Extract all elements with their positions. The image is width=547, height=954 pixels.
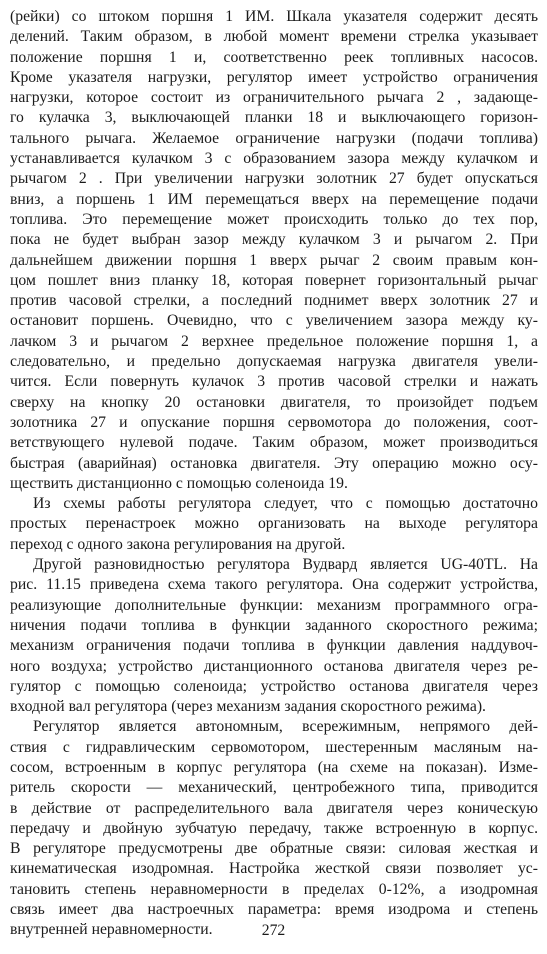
text-line: го кулачка 3, выключающей планки 18 и выключающего горизон-: [10, 109, 538, 127]
text-line: Регулятор является автономным, всережимным, непрямого дей-: [33, 718, 538, 736]
text-line: переход с одного закона регулирования на другой.: [10, 535, 346, 553]
text-line: рычагом 2 . При увеличении нагрузки золотник 27 будет опускаться: [10, 170, 538, 188]
text-line: тального рычага. Желаемое ограничение нагрузки (подачи топлива): [10, 129, 538, 147]
text-line: ного воздуха; устройство дистанционного останова двигателя через ре-: [10, 657, 538, 675]
text-line: устанавливается кулачком 3 с образованием зазора между кулачком и: [10, 150, 538, 168]
text-line: пока не будет выбран зазор между кулачком 3 и рычагом 2. При: [10, 231, 538, 249]
page-number: 272: [261, 922, 286, 939]
text-line: связь имеет два настроечных параметра: время изодрома и степень: [10, 901, 538, 919]
text-line: нагрузки, которое состоит из ограничительного рычага 2 , задающе-: [10, 89, 538, 107]
text-line: гулятор с помощью соленоида; устройство останова двигателя через: [10, 677, 538, 695]
text-line: положение поршня 1 и, соответственно реек топливных насосов.: [10, 48, 538, 66]
text-line: реализующие дополнительные функции: механизм программного огра-: [10, 596, 538, 614]
page-body: [10, 7, 538, 941]
text-line: против часовой стрелки, а последний поднимет вверх золотник 27 и: [10, 292, 538, 310]
text-line: Кроме указателя нагрузки, регулятор имеет устройство ограничения: [10, 68, 538, 86]
text-line: ветствующего нулевой подаче. Таким образом, может производиться: [10, 434, 538, 452]
text-line: топлива. Это перемещение может происходить только до тех пор,: [10, 210, 538, 228]
text-line: делений. Таким образом, в любой момент времени стрелка указывает: [10, 28, 538, 46]
text-line: тановить степень неравномерности в пределах 0-12%, а изодромная: [10, 880, 538, 898]
text-line: сосом, встроенным в корпус регулятора (на схеме на показан). Изме-: [10, 758, 538, 776]
text-line: ничения подачи топлива в функции заданного скоростного режима;: [10, 616, 538, 634]
text-line: механизм ограничения подачи топлива в функции давления наддувоч-: [10, 637, 538, 655]
text-line: цом пошлет вниз планку 18, которая повернет горизонтальный рычаг: [10, 271, 538, 289]
text-line: ществить дистанционно с помощью соленоида 19.: [10, 474, 348, 492]
text-line: лачком 3 и рычагом 2 верхнее предельное положение поршня 1, а: [10, 332, 538, 350]
text-line: следовательно, и предельно допускаемая нагрузка двигателя увели-: [10, 353, 538, 371]
text-line: быстрая (аварийная) остановка двигателя. Эту операцию можно осу-: [10, 454, 538, 472]
text-line: вниз, а поршень 1 ИМ перемещаться вверх на перемещение подачи: [10, 190, 538, 208]
text-line: В регуляторе предусмотрены две обратные связи: силовая жесткая и: [10, 840, 538, 858]
text-line: входной вал регулятора (через механизм задания скоростного режима).: [10, 698, 486, 716]
text-line: в действие от распределительного вала двигателя через коническую: [10, 799, 538, 817]
text-line: внутренней неравномерности.: [10, 921, 213, 939]
text-line: сверху на кнопку 20 остановки двигателя, то произойдет подъем: [10, 393, 538, 411]
text-line: остановит поршень. Очевидно, что с увеличением зазора между ку-: [10, 312, 538, 330]
text-line: рис. 11.15 приведена схема такого регулятора. Она содержит устройства,: [10, 576, 538, 594]
text-line: Другой разновидностью регулятора Вудвард является UG-40TL. На: [33, 556, 538, 574]
text-line: кинематическая изодромная. Настройка жесткой связи позволяет ус-: [10, 860, 538, 878]
text-line: ритель скорости — механический, центробежного типа, приводится: [10, 779, 538, 797]
text-line: ствия с гидравлическим сервомотором, шестеренным масляным на-: [10, 738, 538, 756]
text-line: (рейки) со штоком поршня 1 ИМ. Шкала указателя содержит десять: [10, 8, 538, 25]
text-line: Из схемы работы регулятора следует, что с помощью достаточно: [33, 495, 538, 513]
text-line: дальнейшем движении поршня 1 вверх рычаг 2 своим правым кон-: [10, 251, 538, 269]
text-line: чится. Если повернуть кулачок 3 против часовой стрелки и нажать: [10, 373, 538, 391]
text-line: передачу и двойную зубчатую передачу, также встроенную в корпус.: [10, 819, 538, 837]
text-line: золотника 27 и опускание поршня сервомотора до положения, соот-: [10, 413, 538, 431]
text-line: простых перенастроек можно организовать на выходе регулятора: [10, 515, 538, 533]
